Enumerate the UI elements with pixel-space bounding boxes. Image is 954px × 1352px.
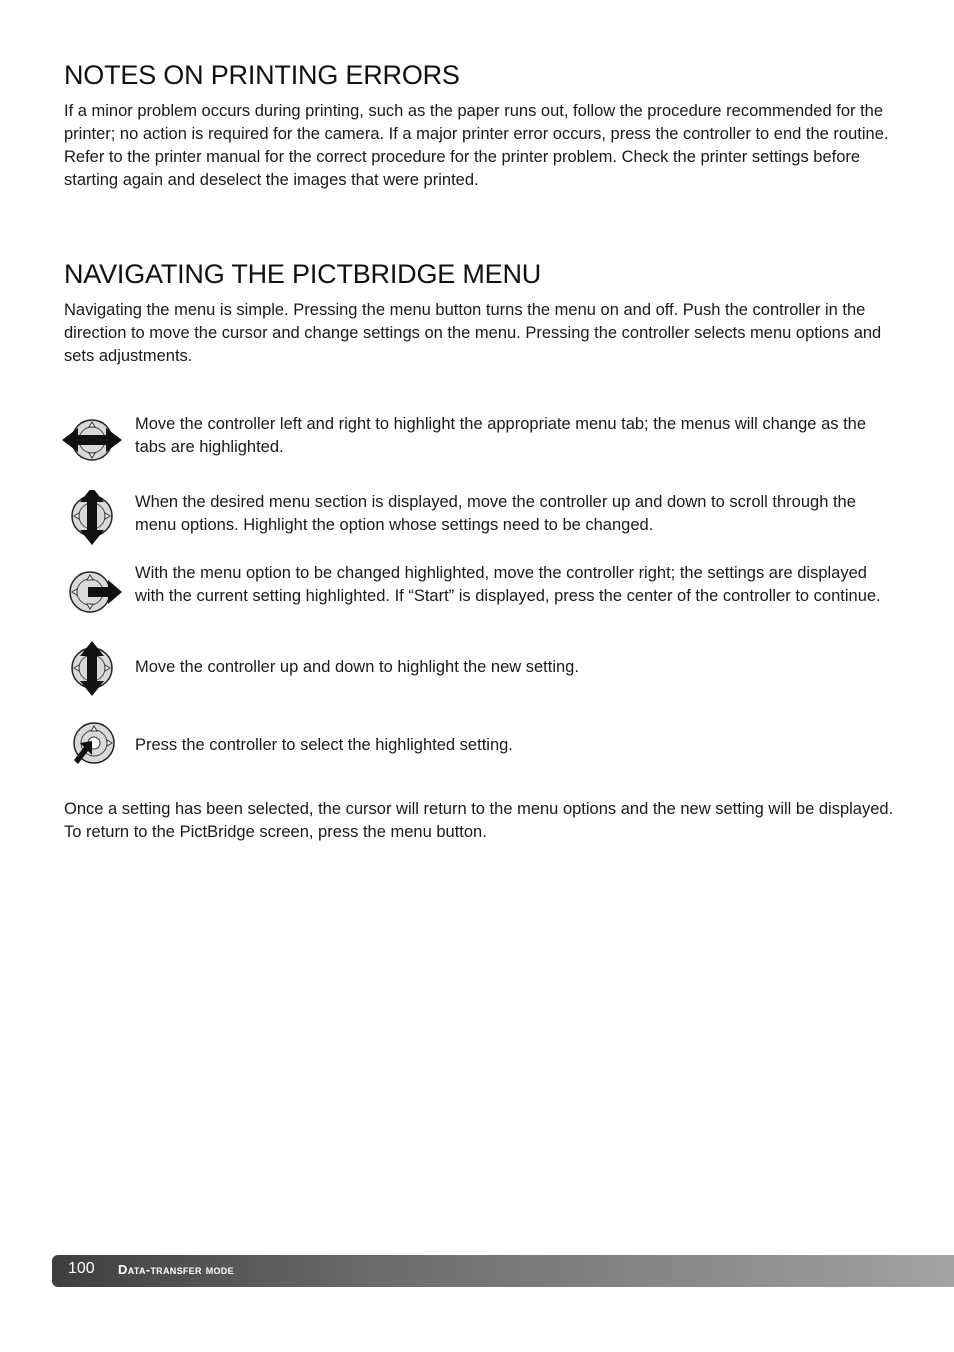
page-number: 100 <box>68 1260 95 1277</box>
navigating-intro-paragraph: Navigating the menu is simple. Pressing the menu button turns the menu on and off. Push the controller in the direction to move the cursor and change settings on the menu. Pressing the controller selects menu options and sets adjustments. <box>64 301 882 365</box>
step-text-press: Press the controller to select the highlighted setting. <box>135 736 513 754</box>
section-title-printing-errors: NOTES ON PRINTING ERRORS <box>64 60 460 90</box>
controller-left-right-icon <box>60 413 124 473</box>
controller-press-icon <box>60 716 124 776</box>
printing-errors-paragraph: If a minor problem occurs during printing, such as the paper runs out, follow the procedure recommended for the printer; no action is required for the camera. If a major printer error occurs, press the controller to end the routine. Refer to the printer manual for the correct procedure for the printer problem. Check the printer settings before starting again and deselect the images that were printed. <box>64 102 889 189</box>
footer-bar <box>52 1255 954 1287</box>
controller-up-down-icon <box>60 490 124 550</box>
step-text-up-down-new-setting: Move the controller up and down to highlight the new setting. <box>135 658 579 676</box>
footer-section-label: Data-transfer mode <box>118 1262 234 1277</box>
step-text-left-right: Move the controller left and right to highlight the appropriate menu tab; the menus will change as the tabs are highlighted. <box>135 415 867 456</box>
step-text-up-down: When the desired menu section is displayed, move the controller up and down to scroll through the menu options. Highlight the option whose settings need to be changed. <box>135 493 856 534</box>
section-title-navigating-menu: NAVIGATING THE PICTBRIDGE MENU <box>64 259 542 289</box>
closing-paragraph: Once a setting has been selected, the cursor will return to the menu options and the new setting will be displayed. To return to the PictBridge screen, press the menu button. <box>64 800 894 841</box>
step-text-right: With the menu option to be changed highlighted, move the controller right; the settings are displayed with the current setting highlighted. If “Start” is displayed, press the center of the controller to continue. <box>135 564 881 605</box>
controller-up-down-icon <box>60 640 124 700</box>
controller-right-icon <box>60 562 124 622</box>
